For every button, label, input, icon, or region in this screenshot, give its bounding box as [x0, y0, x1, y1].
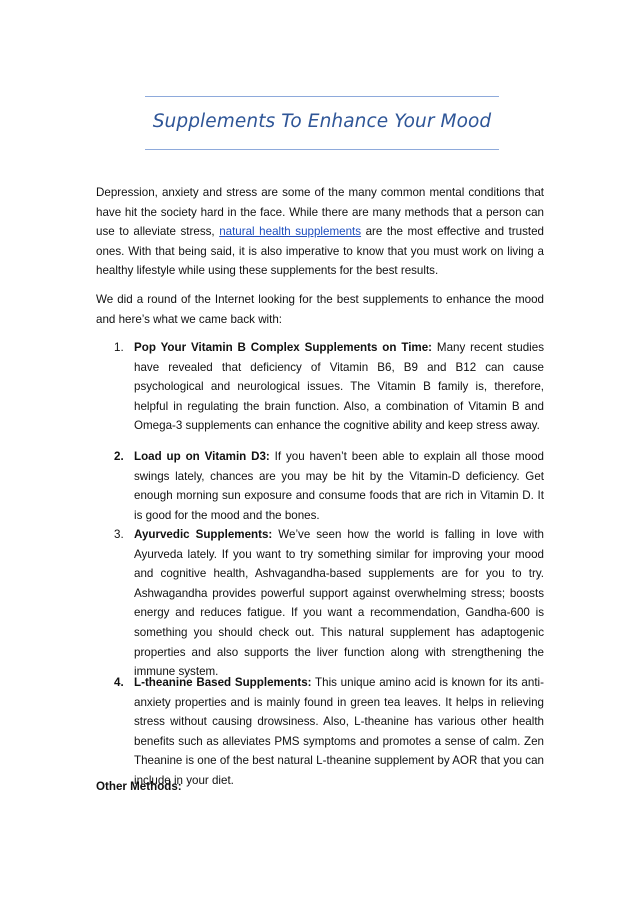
list-item-heading: Load up on Vitamin D3:	[134, 450, 270, 463]
list-item-heading: L-theanine Based Supplements:	[134, 676, 312, 689]
list-item-text	[134, 338, 544, 436]
list-item-body: If you haven’t been able to explain all those mood swings lately, chances are you may be hit by the Vitamin-D deficiency. Get enough morning sun exposure and consume foods that are rich in Vitamin D. It is good for the mood and the bones.	[134, 450, 544, 522]
list-item-number: 2.	[114, 450, 124, 463]
intro-text-before: Depression, anxiety and stress are some of the many common mental conditions that have hit the society hard in the face. While there are many methods that a person can use to alleviate stress,	[96, 186, 544, 239]
list-item-heading: Ayurvedic Supplements:	[134, 528, 273, 541]
list-item-body: We’ve seen how the world is falling in love with Ayurveda lately. If you want to try something similar for improving your mood and cognitive health, Ashvagandha-based supplements are for you to try. Ashwagandha provides powerful support against overwhelming stress; boosts energy and reduces fatigue. If you want a recommendation, Gandha-600 is something you should check out. This natural supplement has adaptogenic properties and also supports the liver function along with strengthening the immune system.	[134, 528, 544, 679]
list-item-text	[134, 447, 544, 525]
title-block	[145, 96, 499, 150]
list-item-number: 4.	[114, 676, 124, 689]
list-item-body: Many recent studies have revealed that deficiency of Vitamin B6, B9 and B12 can cause psychological and neurological issues. The Vitamin B family is, therefore, helpful in regulating the brain function. Also, a combination of Vitamin B and Omega-3 supplements can enhance the cognitive ability and keep stress away.	[134, 341, 544, 433]
page-title: Supplements To Enhance Your Mood	[152, 111, 492, 132]
natural-health-supplements-link[interactable]: natural health supplements	[219, 225, 362, 239]
lead-paragraph: We did a round of the Internet looking for the best supplements to enhance the mood and here’s what we came back with:	[96, 293, 544, 326]
list-item-number: 1.	[114, 341, 124, 354]
list-item-text	[134, 525, 544, 682]
other-methods-heading: Other Methods:	[96, 780, 182, 793]
list-item-body: This unique amino acid is known for its anti-anxiety properties and is mainly found in green tea leaves. It helps in relieving stress without causing drowsiness. Also, L-theanine has various other health benefits such as alleviates PMS symptoms and promotes a sense of calm. Zen Theanine is one of the best natural L-theanine supplement by AOR that you can include in your diet.	[134, 676, 544, 787]
list-item-heading: Pop Your Vitamin B Complex Supplements on Time:	[134, 341, 433, 354]
list-item-text	[134, 673, 544, 791]
intro-paragraph	[96, 183, 544, 281]
intro-text-after: are the most effective and trusted ones. With that being said, it is also imperative to know that you must work on living a healthy lifestyle while using these supplements for the best results.	[96, 225, 544, 278]
list-item-number: 3.	[114, 528, 124, 541]
